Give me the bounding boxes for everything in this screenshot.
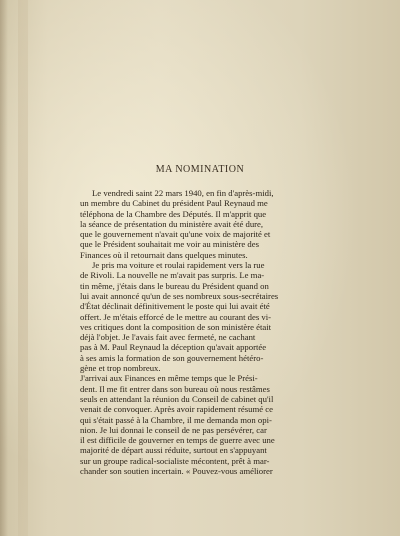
text-line: sur un groupe radical-socialiste mécontent, prêt à mar-	[80, 455, 270, 466]
text-line: à ses amis la formation de son gouvernement hétéro-	[80, 352, 264, 363]
text-line: nion. Je lui donnai le conseil de ne pas persévérer, car	[80, 424, 267, 435]
text-line: de Rivoli. La nouvelle ne m'avait pas surpris. Le ma-	[80, 270, 265, 281]
text-line: venait de convoquer. Après avoir rapidement résumé ce	[80, 404, 273, 415]
text-line: chander son soutien incertain. « Pouvez-vous améliorer	[80, 466, 273, 477]
text-line: majorité de départ aussi réduite, surtout en s'appuyant	[80, 445, 267, 456]
text-line: Finances où il retournait dans quelques minutes.	[80, 249, 248, 260]
text-line: tin même, j'étais dans le bureau du Président quand on	[80, 280, 269, 291]
text-line: d'État déclinait définitivement le poste qui lui avait été	[80, 301, 270, 312]
text-line: J'arrivai aux Finances en même temps que le Prési-	[80, 373, 258, 384]
text-line: la séance de présentation du ministère avait été dure,	[80, 218, 264, 229]
text-line: Je pris ma voiture et roulai rapidement vers la rue	[92, 260, 265, 271]
text-line: ves critiques dont la composition de son ministère était	[80, 321, 272, 332]
text-line: gène et trop nombreux.	[80, 363, 161, 374]
body-text	[80, 188, 380, 476]
text-line: seuls en attendant la réunion du Conseil de cabinet qu'il	[80, 393, 274, 404]
text-line: dent. Il me fit entrer dans son bureau où nous restâmes	[80, 383, 270, 394]
paper-stain	[18, 0, 28, 536]
text-line: que le gouvernement n'avait qu'une voix de majorité et	[80, 229, 271, 240]
text-line: il est difficile de gouverner en temps de guerre avec une	[80, 435, 275, 446]
chapter-heading: MA NOMINATION	[155, 164, 245, 175]
text-line: Le vendredi saint 22 mars 1940, en fin d'après-midi,	[92, 188, 274, 198]
text-line: un membre du Cabinet du président Paul Reynaud me	[80, 198, 268, 209]
text-line: qui s'était passé à la Chambre, il me demanda mon opi-	[80, 414, 272, 425]
text-line: que le Président souhaitait me voir au ministère des	[80, 239, 260, 250]
text-line: téléphona de la Chambre des Députés. Il m'apprit que	[80, 208, 267, 219]
text-line: lui avait annoncé qu'un de ses nombreux sous-secrétaires	[80, 290, 279, 301]
text-line: déjà l'objet. Je l'avais fait avec fermeté, ne cachant	[80, 332, 256, 343]
page-fold-shadow	[0, 0, 8, 536]
text-line: pas à M. Paul Reynaud la déception qu'avait apportée	[80, 342, 267, 353]
text-line: offert. Je m'étais efforcé de le mettre au courant des vi-	[80, 311, 272, 322]
